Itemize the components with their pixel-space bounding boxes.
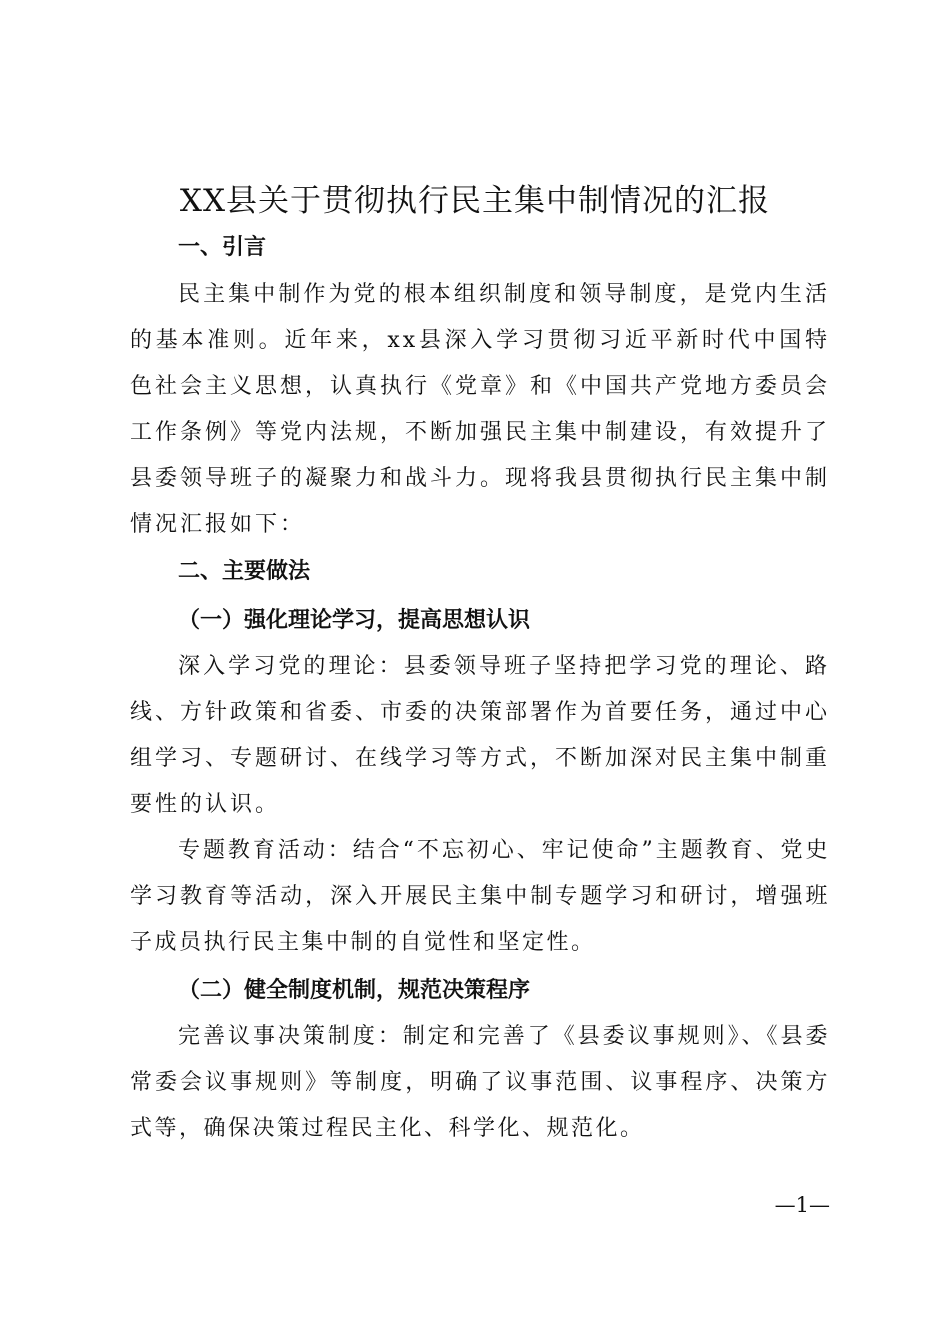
page-number: —1— — [774, 1193, 830, 1217]
paragraph-decision-rules: 完善议事决策制度：制定和完善了《县委议事规则》、《县委常委会议事规则》等制度，明确了议事范围、议事程序、决策方式等，确保决策过程民主化、科学化、规范化。 — [130, 1024, 830, 1141]
document-title: XX县关于贯彻执行民主集中制情况的汇报 — [179, 183, 771, 219]
paragraph-theory-study: 深入学习党的理论：县委领导班子坚持把学习党的理论、路线、方针政策和省委、市委的决策部署作为首要任务，通过中心组学习、专题研讨、在线学习等方式，不断加深对民主集中制重要性的认识。 — [130, 654, 831, 817]
subsection-heading-institutional-mechanisms: （二）健全制度机制，规范决策程序 — [178, 977, 531, 1003]
section-heading-introduction: 一、引言 — [178, 235, 267, 260]
subsection-heading-theory-study: （一）强化理论学习，提高思想认识 — [178, 607, 531, 633]
section-heading-main-practices: 二、主要做法 — [178, 559, 311, 584]
paragraph-introduction: 民主集中制作为党的根本组织制度和领导制度，是党内生活的基本准则。近年来，xx县深入学习贯彻习近平新时代中国特色社会主义思想，认真执行《党章》和《中国共产党地方委员会工作条例》等党内法规，不断加强民主集中制建设，有效提升了县委领导班子的凝聚力和战斗力。现将我县贯彻执行民主集中制情况汇报如下： — [130, 282, 831, 537]
document-body — [130, 224, 830, 1152]
paragraph-special-education: 专题教育活动：结合“不忘初心、牢记使命”主题教育、党史学习教育等活动，深入开展民主集中制专题学习和研讨，增强班子成员执行民主集中制的自觉性和坚定性。 — [130, 838, 830, 955]
